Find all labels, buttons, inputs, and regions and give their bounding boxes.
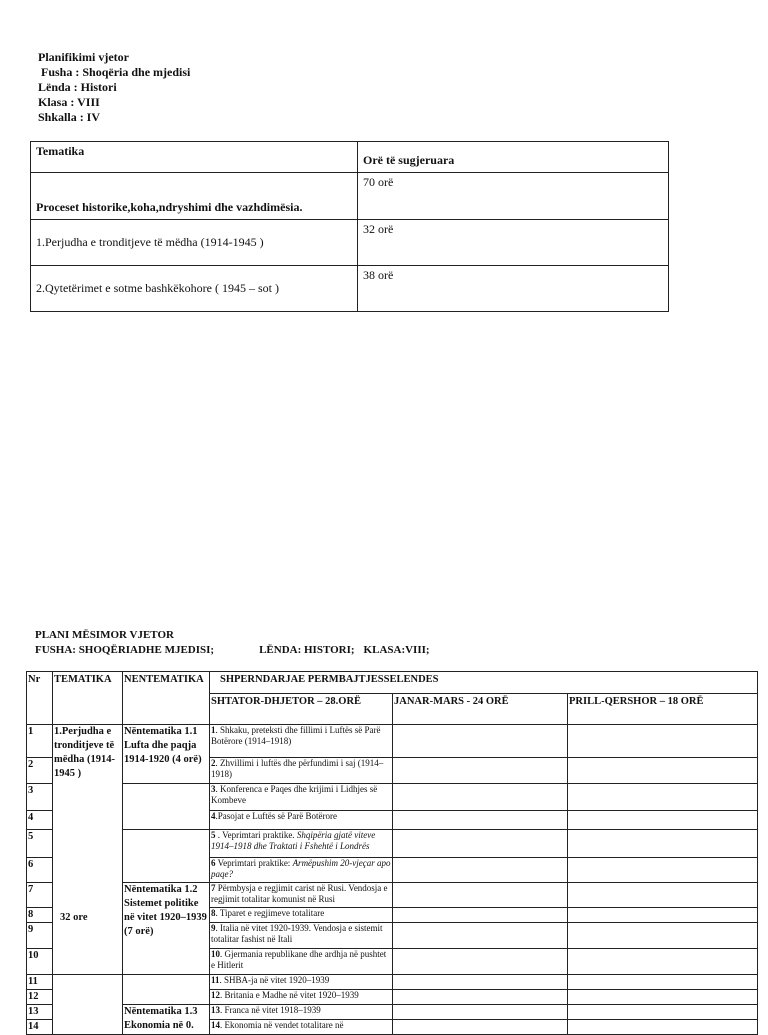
subject-line: Lënda : Histori	[38, 80, 117, 94]
summary-row	[31, 173, 669, 220]
col-tematika: TEMATIKA	[53, 672, 123, 725]
summary-row	[31, 266, 669, 312]
term-2-header: JANAR-MARS - 24 ORË	[393, 694, 568, 725]
plan-header	[35, 628, 430, 658]
term-1-header: SHTATOR-DHJETOR – 28.ORË	[210, 694, 393, 725]
lesson-cell: 14. Ekonomia në vendet totalitare në	[210, 1020, 393, 1035]
term-3-cell	[568, 949, 758, 975]
term-2-cell	[393, 811, 568, 830]
table-row	[27, 975, 758, 990]
plan-header-row	[27, 672, 758, 694]
summary-table	[30, 141, 669, 312]
term-2-cell	[393, 758, 568, 784]
plan-title: PLANI MËSIMOR VJETOR	[35, 629, 174, 641]
table-row	[27, 725, 758, 758]
tematika-cell	[53, 725, 123, 975]
lesson-cell: 2. Zhvillimi i luftës dhe përfundimi i saj (1914–1918)	[210, 758, 393, 784]
term-2-cell	[393, 830, 568, 858]
subtopic-cell-empty	[123, 784, 210, 830]
summary-topic: 2.Qytetërimet e sotme bashkëkohore ( 1945 – sot )	[31, 266, 358, 312]
row-nr: 14	[27, 1020, 53, 1035]
col-nentematika: NENTEMATIKA	[123, 672, 210, 725]
term-3-cell	[568, 784, 758, 811]
term-3-cell	[568, 883, 758, 908]
subtopic-cell: Nëntematika 1.2 Sistemet politike në vitet 1920–1939 (7 orë)	[123, 883, 210, 975]
summary-row	[31, 220, 669, 266]
row-nr: 13	[27, 1005, 53, 1020]
subtopic-cell: Nëntematika 1.1 Lufta dhe paqja 1914-1920 (4 orë)	[123, 725, 210, 784]
row-nr: 7	[27, 883, 53, 908]
subtopic-cell-empty	[123, 975, 210, 1005]
summary-col-hours: Orë të sugjeruara	[358, 142, 669, 173]
table-row	[27, 784, 758, 811]
doc-title: Planifikimi vjetor	[38, 50, 129, 64]
term-2-cell	[393, 858, 568, 883]
term-2-cell	[393, 908, 568, 923]
subtopic-cell: Nëntematika 1.3 Ekonomia në 0.	[123, 1005, 210, 1035]
tematika-title: 1.Perjudha e tronditjeve të mëdha (1914-1945 )	[54, 726, 115, 779]
row-nr: 9	[27, 923, 53, 949]
term-2-cell	[393, 784, 568, 811]
class-line: Klasa : VIII	[38, 95, 100, 109]
lesson-cell: 10. Gjermania republikane dhe ardhja në pushtet e Hitlerit	[210, 949, 393, 975]
level-line: Shkalla : IV	[38, 110, 101, 124]
term-2-cell	[393, 923, 568, 949]
document-header	[38, 50, 190, 125]
lesson-cell: 9. Italia në vitet 1920-1939. Vendosja e sistemit totalitar fashist në Itali	[210, 923, 393, 949]
term-3-header: PRILL-QERSHOR – 18 ORË	[568, 694, 758, 725]
term-2-cell	[393, 725, 568, 758]
lesson-cell: 11. SHBA-ja në vitet 1920–1939	[210, 975, 393, 990]
row-nr: 11	[27, 975, 53, 990]
col-nr: Nr	[27, 672, 53, 725]
row-nr: 8	[27, 908, 53, 923]
row-nr: 6	[27, 858, 53, 883]
row-nr: 2	[27, 758, 53, 784]
term-3-cell	[568, 811, 758, 830]
table-row	[27, 883, 758, 908]
col-shperndarje: SHPERNDARJAE PERMBAJTJESSELENDES	[210, 672, 758, 694]
row-nr: 3	[27, 784, 53, 811]
plan-meta	[35, 643, 430, 658]
tematika-cell-empty	[53, 975, 123, 1035]
lesson-cell: 13. Franca në vitet 1918–1939	[210, 1005, 393, 1020]
term-3-cell	[568, 758, 758, 784]
term-3-cell	[568, 923, 758, 949]
summary-header-row	[31, 142, 669, 173]
term-2-cell	[393, 1020, 568, 1035]
plan-table	[26, 671, 758, 1035]
lesson-cell: 1. Shkaku, preteksti dhe fillimi i Luftës së Parë Botërore (1914–1918)	[210, 725, 393, 758]
plan-klasa: KLASA:VIII;	[363, 644, 430, 656]
tematika-hours: 32 ore	[60, 912, 88, 923]
lesson-cell: 3. Konferenca e Paqes dhe krijimi i Lidhjes së Kombeve	[210, 784, 393, 811]
row-nr: 5	[27, 830, 53, 858]
lesson-cell: 6 Veprimtari praktike: Armëpushim 20-vjeçar apo paqe?	[210, 858, 393, 883]
term-3-cell	[568, 908, 758, 923]
term-2-cell	[393, 1005, 568, 1020]
summary-col-tematika: Tematika	[31, 142, 358, 173]
lesson-cell: 7 Përmbysja e regjimit carist në Rusi. Vendosja e regjimit totalitar komunist në Rusi	[210, 883, 393, 908]
term-3-cell	[568, 975, 758, 990]
lesson-cell: 12. Britania e Madhe në vitet 1920–1939	[210, 990, 393, 1005]
field-line: Fusha : Shoqëria dhe mjedisi	[41, 65, 191, 79]
row-nr: 10	[27, 949, 53, 975]
subtopic-cell-empty	[123, 830, 210, 883]
term-2-cell	[393, 975, 568, 990]
row-nr: 12	[27, 990, 53, 1005]
summary-hours: 38 orë	[358, 266, 669, 312]
row-nr: 1	[27, 725, 53, 758]
plan-fusha: FUSHA: SHOQËRIADHE MJEDISI;	[35, 644, 215, 656]
table-row	[27, 830, 758, 858]
term-3-cell	[568, 1005, 758, 1020]
term-3-cell	[568, 725, 758, 758]
term-3-cell	[568, 830, 758, 858]
summary-topic: 1.Perjudha e tronditjeve të mëdha (1914-1945 )	[31, 220, 358, 266]
summary-hours: 32 orë	[358, 220, 669, 266]
plan-lenda: LËNDA: HISTORI;	[259, 644, 355, 656]
term-2-cell	[393, 990, 568, 1005]
lesson-cell: 4.Pasojat e Luftës së Parë Botërore	[210, 811, 393, 830]
term-3-cell	[568, 858, 758, 883]
summary-topic: Proceset historike,koha,ndryshimi dhe vazhdimësia.	[31, 173, 358, 220]
table-row	[27, 1005, 758, 1020]
lesson-cell: 5 . Veprimtari praktike. Shqipëria gjatë viteve 1914–1918 dhe Traktati i Fshehtë i Londrës	[210, 830, 393, 858]
summary-hours: 70 orë	[358, 173, 669, 220]
term-2-cell	[393, 883, 568, 908]
lesson-cell: 8. Tiparet e regjimeve totalitare	[210, 908, 393, 923]
term-3-cell	[568, 1020, 758, 1035]
term-2-cell	[393, 949, 568, 975]
term-3-cell	[568, 990, 758, 1005]
row-nr: 4	[27, 811, 53, 830]
